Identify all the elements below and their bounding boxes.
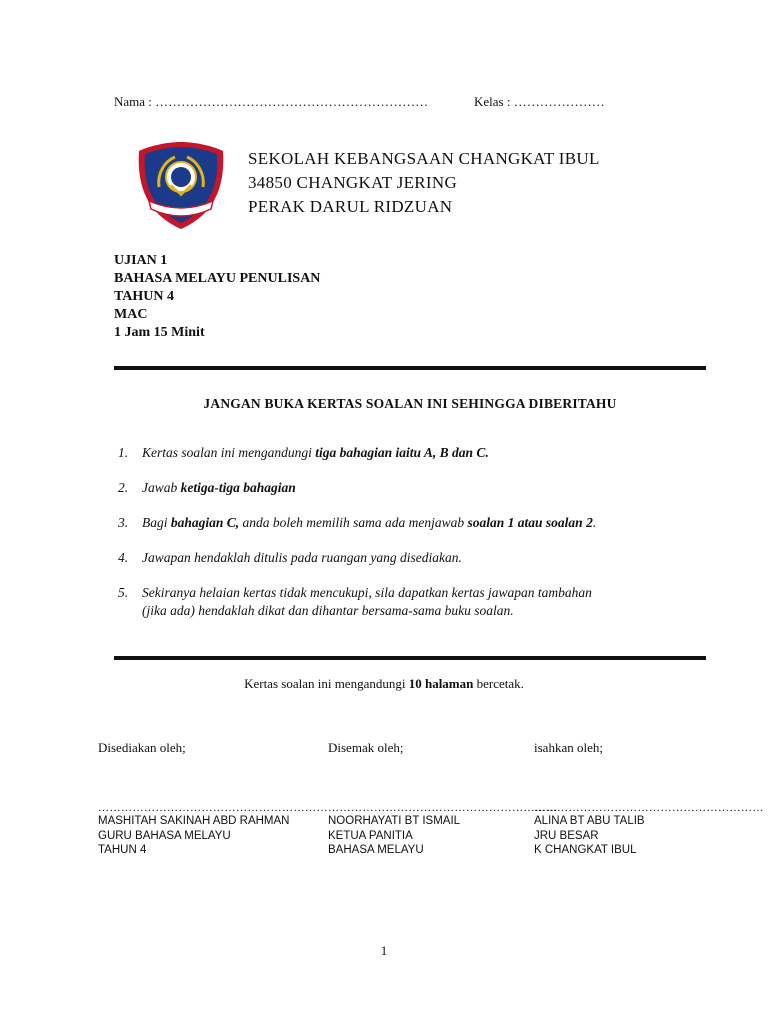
signature-title: JRU BESAR xyxy=(534,829,599,842)
signature-line: …………………………………………………… xyxy=(534,802,764,814)
instruction-emphasis: tiga bahagian iaitu A, B dan C. xyxy=(315,445,489,460)
pages-note-text: Kertas soalan ini mengandungi xyxy=(244,676,409,691)
school-crest-icon xyxy=(135,139,227,231)
instruction-number: 4. xyxy=(118,550,129,565)
instruction-item xyxy=(118,479,678,497)
signature-prepared xyxy=(98,740,328,858)
kelas-field: Kelas : ………………… xyxy=(474,94,605,109)
signature-line: …………………………………………………… xyxy=(98,802,328,814)
signature-label: Disemak oleh; xyxy=(328,740,404,755)
signature-name: ALINA BT ABU TALIB xyxy=(534,815,645,827)
instruction-emphasis: soalan 1 atau soalan 2 xyxy=(467,515,593,530)
instruction-emphasis: ketiga-tiga bahagian xyxy=(180,480,296,495)
nama-field: Nama : ……………………………………………………… xyxy=(114,94,429,109)
instruction-number: 3. xyxy=(118,515,129,530)
instruction-number: 1. xyxy=(118,445,129,460)
exam-subject: BAHASA MELAYU PENULISAN xyxy=(114,271,321,286)
exam-info xyxy=(114,252,320,342)
pages-note-text: bercetak. xyxy=(473,676,524,691)
school-header xyxy=(248,147,600,219)
instruction-emphasis: bahagian C, xyxy=(170,515,240,530)
exam-year: TAHUN 4 xyxy=(114,289,175,304)
instruction-text: (jika ada) hendaklah dikat dan dihantar bersama-sama buku soalan. xyxy=(142,603,514,618)
page-number: 1 xyxy=(380,943,388,958)
pages-note xyxy=(114,676,654,692)
instruction-item xyxy=(118,584,678,620)
instruction-text: . xyxy=(592,515,597,530)
signature-name: NOORHAYATI BT ISMAIL xyxy=(328,815,461,827)
signature-label: isahkan oleh; xyxy=(534,740,603,755)
signature-checked xyxy=(328,740,558,858)
instruction-number: 2. xyxy=(118,480,129,495)
signature-unit: TAHUN 4 xyxy=(98,844,147,856)
instruction-text: Jawab xyxy=(142,480,181,495)
warning-heading: JANGAN BUKA KERTAS SOALAN INI SEHINGGA DIBERITAHU xyxy=(203,396,617,411)
divider-bottom xyxy=(114,656,706,660)
signature-title: GURU BAHASA MELAYU xyxy=(98,829,231,842)
school-postcode-town: 34850 CHANGKAT JERING xyxy=(248,173,458,192)
exam-duration: 1 Jam 15 Minit xyxy=(114,325,205,340)
divider-top xyxy=(114,366,706,370)
signature-title: KETUA PANITIA xyxy=(328,829,413,842)
signature-unit: BAHASA MELAYU xyxy=(328,844,424,856)
pages-count: 10 halaman xyxy=(408,676,474,691)
instruction-text: Bagi xyxy=(142,515,171,530)
signature-name: MASHITAH SAKINAH ABD RAHMAN xyxy=(98,815,290,827)
exam-month: MAC xyxy=(114,307,148,322)
instruction-text: Kertas soalan ini mengandungi xyxy=(142,445,316,460)
instruction-text: Sekiranya helaian kertas tidak mencukupi, sila dapatkan kertas jawapan tambahan xyxy=(142,585,592,600)
instruction-item xyxy=(118,514,678,532)
signature-label: Disediakan oleh; xyxy=(98,740,186,755)
instruction-text: anda boleh memilih sama ada menjawab xyxy=(239,515,468,530)
signature-unit: K CHANGKAT IBUL xyxy=(534,844,637,856)
instruction-number: 5. xyxy=(118,585,129,600)
exam-title: UJIAN 1 xyxy=(114,253,168,268)
instruction-text: Jawapan hendaklah ditulis pada ruangan yang disediakan. xyxy=(142,550,462,565)
school-name: SEKOLAH KEBANGSAAN CHANGKAT IBUL xyxy=(248,149,600,168)
instructions-list xyxy=(118,444,678,637)
signature-approved xyxy=(534,740,768,858)
school-state: PERAK DARUL RIDZUAN xyxy=(248,197,453,216)
signature-line: …………………………………………………… xyxy=(328,802,558,814)
instruction-item xyxy=(118,444,678,462)
instruction-item xyxy=(118,549,678,567)
